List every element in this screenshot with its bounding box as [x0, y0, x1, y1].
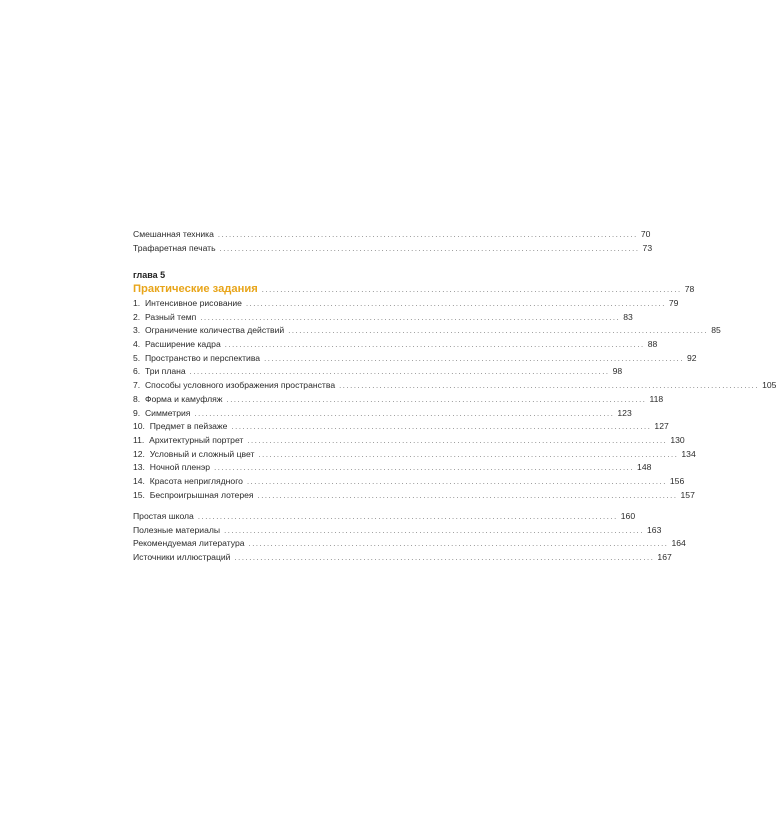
dot-leader: ..................................................................................................................: [248, 539, 669, 549]
dot-leader: ..................................................................................................................: [224, 340, 645, 350]
chapter-item-title: [133, 448, 254, 462]
dot-leader: ..................................................................................................................: [264, 353, 685, 363]
dot-leader: ..................................................................................................................: [258, 449, 679, 459]
chapter-item-title: [133, 379, 335, 393]
chapter-item-number: 12.: [133, 448, 145, 459]
section-page: 78: [684, 284, 695, 294]
chapter-item-text: Архитектурный портрет: [149, 434, 244, 445]
chapter-item-title: [133, 324, 284, 338]
toc-entry: [133, 510, 636, 524]
dot-leader: ..................................................................................................................: [194, 408, 615, 418]
chapter-item-page: 88: [647, 339, 658, 350]
chapter-item-text: Три плана: [144, 366, 186, 377]
chapter-item: [133, 379, 776, 393]
chapter-item: [133, 489, 695, 503]
chapter-item-list: [133, 297, 776, 502]
chapter-item: [133, 352, 697, 366]
chapter-item-text: Условный и сложный цвет: [149, 448, 255, 459]
chapter-item: [133, 448, 696, 462]
chapter-item-number: 14.: [133, 475, 145, 486]
chapter-item-title: [133, 434, 243, 448]
chapter-item-number: 9.: [133, 407, 141, 418]
toc-entry: [133, 228, 651, 242]
dot-leader: ..................................................................................................................: [214, 463, 635, 473]
chapter-item-page: 134: [681, 448, 696, 459]
chapter-item-page: 98: [612, 366, 623, 377]
chapter-item-page: 148: [637, 462, 652, 473]
chapter-item: [133, 407, 632, 421]
section-title: Практические задания: [133, 283, 258, 295]
dot-leader: ..................................................................................................................: [219, 243, 640, 253]
dot-leader: ..................................................................................................................: [261, 285, 682, 294]
chapter-item: [133, 434, 685, 448]
toc-entry-page: 70: [640, 229, 651, 239]
dot-leader: ..................................................................................................................: [217, 230, 638, 239]
chapter-item-page: 83: [623, 311, 633, 322]
chapter-item-page: 127: [654, 421, 669, 432]
chapter-item-number: 3.: [133, 325, 141, 336]
dot-leader: ..................................................................................................................: [226, 394, 647, 404]
chapter-item-number: 6.: [133, 366, 141, 377]
chapter-item-title: [133, 461, 210, 475]
chapter-item-title: [133, 311, 196, 325]
chapter-item-number: 11.: [133, 434, 145, 445]
chapter-item-title: [133, 420, 227, 434]
toc-entry-page: 164: [671, 538, 686, 549]
toc-entry-page: 163: [647, 524, 662, 535]
chapter-item: [133, 311, 633, 325]
chapter-item-text: Способы условного изображения пространства: [144, 380, 336, 391]
toc-entry: [133, 242, 653, 256]
dot-leader: ..................................................................................................................: [231, 422, 652, 432]
dot-leader: ..................................................................................................................: [245, 299, 666, 308]
toc-entry-title: Трафаретная печать: [133, 242, 216, 253]
chapter-item-title: [133, 352, 260, 366]
chapter-item-number: 10.: [133, 421, 145, 432]
chapter-item-page: 79: [668, 298, 679, 308]
dot-leader: ..................................................................................................................: [234, 553, 655, 563]
chapter-item-page: 118: [649, 393, 664, 404]
chapter-item-number: 5.: [133, 352, 141, 363]
toc-entry-page: 160: [620, 511, 636, 521]
chapter-item-title: [133, 489, 254, 503]
dot-leader: ..................................................................................................................: [339, 381, 760, 391]
chapter-item-title: [133, 297, 242, 311]
chapter-item-page: 130: [670, 434, 685, 445]
chapter-item-title: [133, 338, 221, 352]
chapter-item-number: 7.: [133, 380, 141, 391]
chapter-item-number: 2.: [133, 311, 141, 322]
toc-entry: [133, 524, 662, 538]
dot-leader: ..................................................................................................................: [247, 435, 668, 445]
chapter-item-text: Предмет в пейзаже: [149, 421, 228, 432]
chapter-item-page: 92: [687, 352, 697, 363]
chapter-item: [133, 420, 669, 434]
dot-leader: ..................................................................................................................: [197, 512, 618, 521]
toc-entry: [133, 551, 672, 565]
toc-entry-title: Полезные материалы: [133, 524, 221, 535]
chapter-item: [133, 393, 664, 407]
chapter-item: [133, 324, 721, 338]
chapter-item: [133, 297, 679, 311]
dot-leader: ..................................................................................................................: [224, 525, 645, 535]
section-heading: [133, 282, 695, 297]
chapter-item-title: [133, 475, 243, 489]
chapter-label: глава 5: [133, 270, 166, 280]
dot-leader: ..................................................................................................................: [257, 490, 678, 500]
chapter-item-text: Симметрия: [144, 407, 191, 418]
chapter-item-number: 13.: [133, 462, 145, 473]
chapter-item-page: 105: [762, 380, 776, 391]
dot-leader: ..................................................................................................................: [189, 367, 610, 377]
toc-entry-title: Источники иллюстраций: [133, 552, 231, 563]
chapter-item-number: 15.: [133, 489, 145, 500]
dot-leader: ..................................................................................................................: [288, 326, 709, 336]
toc-entry-page: 73: [642, 242, 653, 253]
chapter-item-text: Расширение кадра: [144, 339, 221, 350]
chapter-item-text: Ночной пленэр: [149, 462, 211, 473]
chapter-item-text: Интенсивное рисование: [144, 298, 242, 308]
chapter-item: [133, 365, 623, 379]
chapter-item-text: Разный темп: [144, 311, 197, 322]
chapter-item-number: 1.: [133, 298, 141, 308]
toc-entry-title: Простая школа: [133, 511, 194, 521]
toc-group-top: [133, 228, 653, 255]
chapter-item: [133, 338, 658, 352]
chapter-item-text: Ограничение количества действий: [144, 325, 285, 336]
toc-group-bottom: [133, 510, 686, 565]
chapter-item-text: Красота неприглядного: [149, 475, 243, 486]
chapter-item-number: 4.: [133, 339, 141, 350]
chapter-item-title: [133, 365, 186, 379]
toc-entry-page: 167: [657, 552, 672, 563]
chapter-item-text: Пространство и перспектива: [144, 352, 261, 363]
chapter-item-page: 123: [617, 407, 632, 418]
chapter-item: [133, 475, 685, 489]
chapter-item-number: 8.: [133, 393, 141, 404]
dot-leader: ..................................................................................................................: [246, 476, 667, 486]
chapter-item: [133, 461, 652, 475]
chapter-item-text: Форма и камуфляж: [144, 393, 223, 404]
chapter-item-title: [133, 393, 223, 407]
toc-entry: [133, 537, 686, 551]
chapter-item-title: [133, 407, 190, 421]
chapter-item-page: 85: [711, 325, 721, 336]
chapter-item-page: 157: [680, 489, 695, 500]
toc-chapter-5: [133, 269, 776, 502]
toc-entry-title: Рекомендуемая литература: [133, 538, 245, 549]
chapter-item-page: 156: [669, 475, 685, 486]
dot-leader: ..................................................................................................................: [200, 312, 621, 322]
toc-entry-title: Смешанная техника: [133, 229, 214, 239]
chapter-item-text: Беспроигрышная лотерея: [149, 489, 254, 500]
